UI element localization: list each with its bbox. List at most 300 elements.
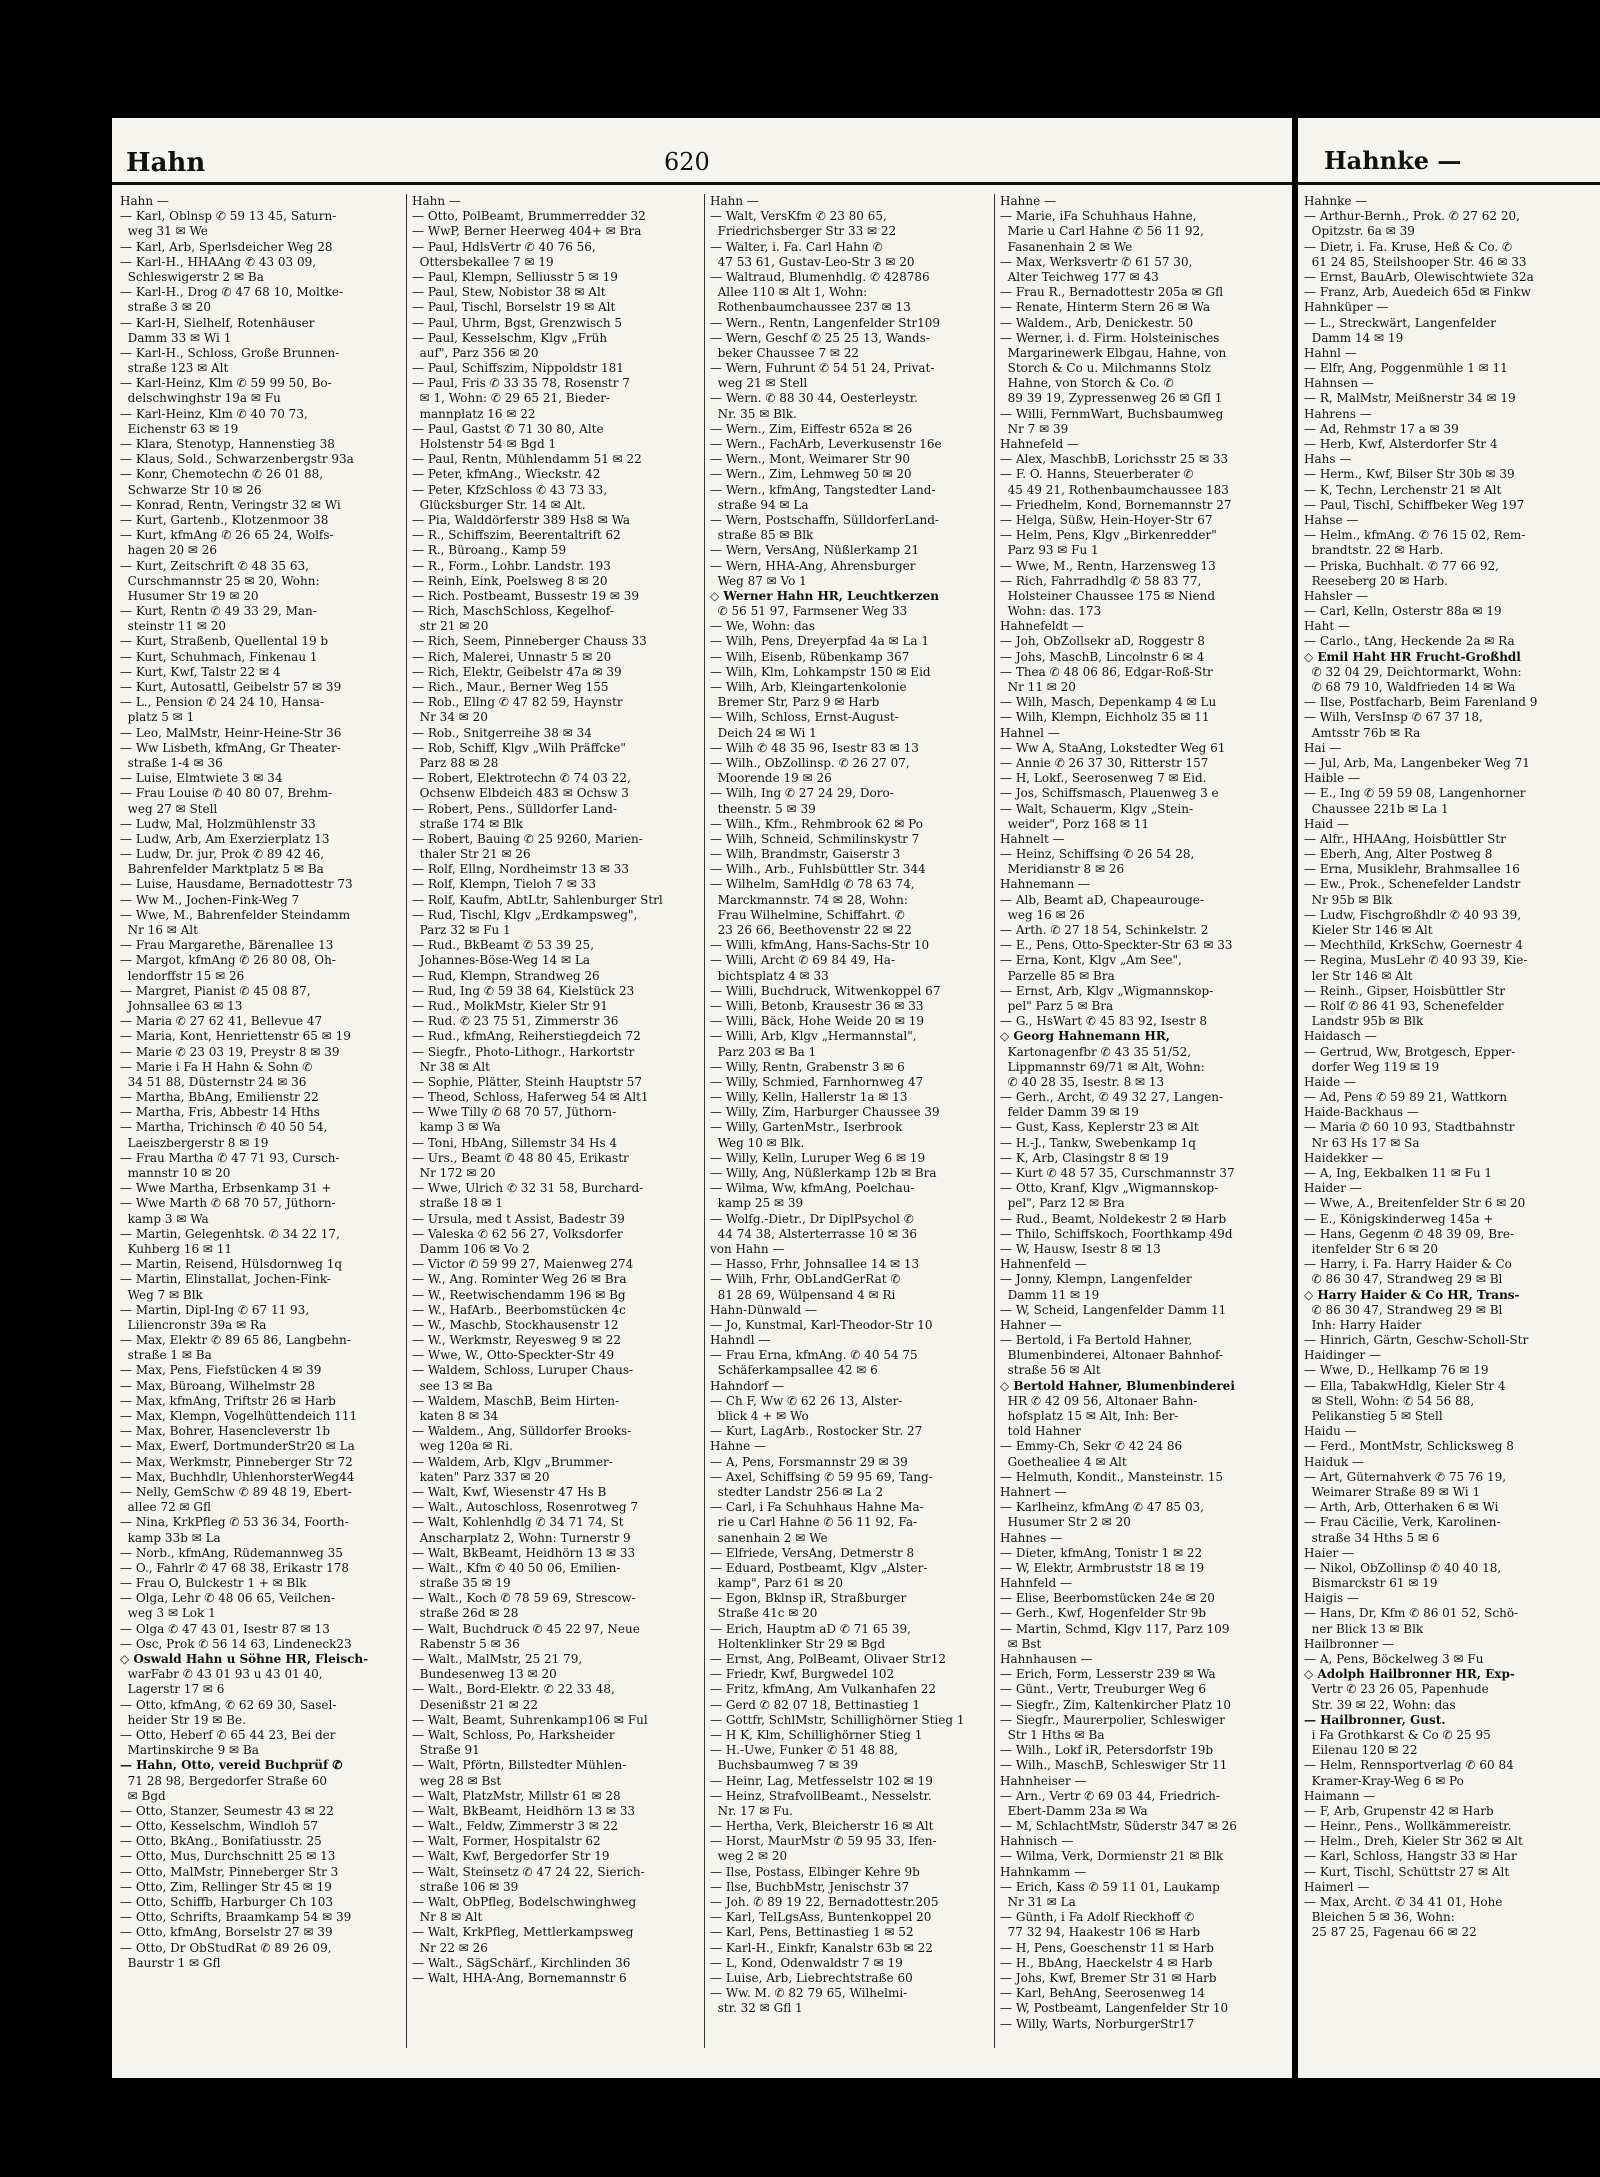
directory-entry-line: Blumenbinderei, Altonaer Bahnhof-: [1000, 1348, 1224, 1363]
directory-entry-line: — Pia, Walddörferstr 389 Hs8 ✉ Wa: [412, 512, 631, 527]
directory-entry-line: — Wern., Mont, Weimarer Str 90: [710, 452, 910, 467]
directory-entry-line: straße 85 ✉ Blk: [710, 528, 814, 543]
directory-entry-line: — Gerh., Kwf, Hogenfelder Str 9b: [1000, 1606, 1207, 1621]
directory-entry-line: — H.-Uwe, Funker ✆ 51 48 88,: [710, 1743, 899, 1758]
directory-entry-line: — W., HafArb., Beerbomstücken 4c: [412, 1302, 626, 1317]
directory-entry-line: — Egon, Bklnsp iR, Straßburger: [710, 1591, 907, 1606]
directory-entry-line: — Wern., kfmAng, Tangstedter Land-: [710, 482, 936, 497]
directory-entry-line: — Joh. ✆ 89 19 22, Bernadottestr.205: [710, 1895, 939, 1909]
directory-entry-line: weg 16 ✉ 26: [1000, 907, 1085, 922]
directory-entry-line: — Helmuth, Kondit., Mansteinstr. 15: [1000, 1469, 1224, 1484]
directory-entry-line: Nr. 17 ✉ Fu.: [710, 1803, 793, 1818]
directory-entry-line: — Walt, Steinsetz ✆ 47 24 22, Sierich-: [412, 1864, 645, 1879]
directory-entry-line: Johnsallee 63 ✉ 13: [120, 998, 243, 1013]
directory-page: [112, 118, 1292, 2078]
directory-entry-line: — Walt, Beamt, Suhrenkamp106 ✉ Ful: [412, 1712, 648, 1727]
directory-entry-line: 34 51 88, Düsternstr 24 ✉ 36: [120, 1074, 307, 1089]
directory-entry-line: — Willi, Bäck, Hohe Weide 20 ✉ 19: [710, 1014, 924, 1029]
directory-entry-line: — Wwe Marth ✆ 68 70 57, Jüthorn-: [120, 1196, 336, 1211]
directory-entry-line: Damm 33 ✉ Wi 1: [120, 330, 232, 345]
directory-entry-line: — Friedhelm, Kond, Bornemannstr 27: [1000, 497, 1232, 512]
directory-entry-line: Schwarze Str 10 ✉ 26: [120, 482, 262, 497]
directory-entry-line: — Art, Güternahverk ✆ 75 76 19,: [1304, 1469, 1507, 1484]
directory-entry-line: Nr 34 ✉ 20: [412, 710, 488, 725]
directory-entry-line: kamp 25 ✉ 39: [710, 1196, 804, 1211]
directory-entry-line: straße 1-4 ✉ 36: [120, 755, 223, 770]
directory-entry-line: i Fa Grothkarst & Co ✆ 25 95: [1304, 1727, 1491, 1742]
directory-entry-line: — Wern., Rentn, Langenfelder Str109: [710, 315, 940, 330]
directory-entry-line: — Max, Bohrer, Hasencleverstr 1b: [120, 1424, 331, 1439]
directory-entry-line: — Renate, Hinterm Stern 26 ✉ Wa: [1000, 300, 1211, 315]
directory-entry-line: Meridianstr 8 ✉ 26: [1000, 862, 1125, 877]
surname-heading: Hahnke —: [1304, 194, 1368, 208]
directory-entry-line: — Reinh., Gipser, Hoisbüttler Str: [1304, 983, 1506, 998]
directory-entry-line: — Ww Lisbeth, kfmAng, Gr Theater-: [120, 740, 341, 755]
directory-entry-line: — Marie, iFa Schuhhaus Hahne,: [1000, 209, 1197, 224]
directory-entry-line: — Werner, i. d. Firm. Holsteinisches: [1000, 330, 1220, 345]
directory-entry-line: katen" Parz 337 ✉ 20: [412, 1469, 550, 1484]
directory-entry-line: — Klara, Stenotyp, Hannenstieg 38: [120, 437, 335, 451]
directory-entry-line: — Helm., Dreh, Kieler Str 362 ✉ Alt: [1304, 1834, 1523, 1849]
running-head: Hahn: [126, 148, 206, 178]
directory-entry-line: — Kurt, Straßenb, Quellental 19 b: [120, 634, 329, 649]
directory-entry-line: — Toni, HbAng, Sillemstr 34 Hs 4: [412, 1135, 618, 1150]
directory-entry-line: — Wilh, Ing ✆ 27 24 29, Doro-: [710, 786, 894, 801]
directory-entry-line: — Ludw, Fischgroßhdlr ✆ 40 93 39,: [1304, 907, 1522, 922]
surname-heading: von Hahn —: [710, 1241, 785, 1256]
directory-entry-line: — Ilse, Postass, Elbinger Kehre 9b: [710, 1864, 920, 1879]
directory-entry-line: — Otto, Schrifts, Braamkamp 54 ✉ 39: [120, 1910, 352, 1925]
directory-entry-line: delschwinghstr 19a ✉ Fu: [120, 391, 281, 406]
directory-entry-line: lendorffstr 15 ✉ 26: [120, 968, 245, 983]
directory-entry-line: — Thilo, Schiffskoch, Foorthkamp 49d: [1000, 1226, 1233, 1241]
directory-entry-line: — Willi, Archt ✆ 69 84 49, Ha-: [710, 953, 896, 968]
directory-entry-line: 61 24 85, Steilshooper Str. 46 ✉ 33: [1304, 254, 1527, 269]
directory-entry-line: — Wilh., Lokf iR, Petersdorfstr 19b: [1000, 1743, 1214, 1758]
directory-entry-line: — Erich, Kass ✆ 59 11 01, Laukamp: [1000, 1879, 1220, 1894]
directory-entry-line: — Paul, Stew, Nobistor 38 ✉ Alt: [412, 285, 606, 300]
directory-entry-line: — Paul, Tischl, Borselstr 19 ✉ Alt: [412, 300, 616, 315]
surname-heading: Hahnenfeld —: [1000, 1257, 1087, 1272]
directory-entry-line: Anscharplatz 2, Wohn: Turnerstr 9: [412, 1530, 631, 1545]
directory-entry-line: — Hasso, Frhr, Johnsallee 14 ✉ 13: [710, 1257, 920, 1272]
column-rule: [704, 194, 705, 2048]
directory-entry-line: — Karl, Arb, Sperlsdeicher Weg 28: [120, 239, 333, 254]
directory-entry-line: — Wern, Geschf ✆ 25 25 13, Wands-: [710, 330, 930, 345]
directory-entry-line: — R., Büroang., Kamp 59: [412, 543, 567, 558]
directory-entry-line: Nr 63 Hs 17 ✉ Sa: [1304, 1135, 1420, 1150]
directory-entry-line: — Karl, Schloss, Hangstr 33 ✉ Har: [1304, 1849, 1517, 1864]
directory-entry-line: Vertr ✆ 23 26 05, Papenhude: [1304, 1682, 1489, 1697]
directory-entry-line: — Frau Erna, kfmAng. ✆ 40 54 75: [710, 1348, 918, 1363]
directory-entry-line: — Leo, MalMstr, Heinr-Heine-Str 36: [120, 725, 342, 740]
directory-entry-line: 89 39 19, Zypressenweg 26 ✉ Gfl 1: [1000, 391, 1223, 406]
directory-entry-line: — Karl-H., Schloss, Große Brunnen-: [120, 345, 340, 360]
directory-entry-line: — Luise, Hausdame, Bernadottestr 73: [120, 877, 353, 892]
directory-entry-line: weg 120a ✉ Ri.: [412, 1439, 513, 1454]
directory-entry-line: — Frau O, Bulckestr 1 + ✉ Blk: [120, 1576, 307, 1591]
surname-heading: Hahnheiser —: [1000, 1773, 1087, 1788]
directory-entry-line: — E., Königskinderweg 145a +: [1304, 1211, 1494, 1226]
directory-entry-line: Alter Teichweg 177 ✉ 43: [1000, 269, 1159, 284]
directory-entry-line: — Maria, Kont, Henriettenstr 65 ✉ 19: [120, 1029, 351, 1044]
directory-entry-line: — Paul, Uhrm, Bgst, Grenzwisch 5: [412, 315, 623, 330]
directory-entry-line: Nr 38 ✉ Alt: [412, 1059, 490, 1074]
directory-entry-line: — Ludw, Arb, Am Exerzierplatz 13: [120, 831, 330, 846]
directory-entry-line: — Otto, Kesselschm, Windloh 57: [120, 1819, 319, 1834]
directory-entry-line: — Ch F, Ww ✆ 62 26 13, Alster-: [710, 1393, 903, 1408]
directory-entry-line: — Waldem., Ang, Sülldorfer Brooks-: [412, 1424, 632, 1439]
directory-entry-line: — Frau Martha ✆ 47 71 93, Cursch-: [120, 1150, 340, 1165]
directory-entry-line: pel" Parz 5 ✉ Bra: [1000, 998, 1114, 1013]
directory-entry-line: — Paul, Gastst ✆ 71 30 80, Alte: [412, 421, 604, 436]
surname-heading: Haidinger —: [1304, 1348, 1382, 1363]
directory-entry-line: — Walt, Kohlenhdlg ✆ 34 71 74, St: [412, 1515, 624, 1530]
directory-entry-line: — Otto, Dr ObStudRat ✆ 89 26 09,: [120, 1940, 332, 1955]
directory-entry-line: kamp 3 ✉ Wa: [120, 1211, 209, 1226]
directory-entry-line: — R., Form., Lohbr. Landstr. 193: [412, 558, 611, 573]
directory-entry-line: — Carl, i Fa Schuhhaus Hahne Ma-: [710, 1500, 924, 1515]
directory-entry-line: — Gerh., Archt, ✆ 49 32 27, Langen-: [1000, 1090, 1224, 1105]
directory-entry-line: — Reinh, Eink, Poelsweg 8 ✉ 20: [412, 573, 608, 588]
surname-heading: Haider —: [1304, 1181, 1362, 1196]
directory-entry-line: Nr. 35 ✉ Blk.: [710, 406, 797, 421]
directory-entry-line: Marckmannstr. 74 ✉ 28, Wohn:: [710, 892, 908, 907]
directory-entry-line: — Victor ✆ 59 99 27, Maienweg 274: [412, 1257, 634, 1272]
directory-entry-line: straße 34 Hths 5 ✉ 6: [1304, 1530, 1440, 1545]
directory-entry-line: — Wilh, Eisenb, Rübenkamp 367: [710, 649, 910, 664]
directory-entry-line: weider", Porz 168 ✉ 11: [1000, 816, 1150, 831]
directory-entry-line: — Wilh, Klm, Lohkampstr 150 ✉ Eid: [710, 664, 931, 679]
directory-entry-line: — Dietr, i. Fa. Kruse, Heß & Co. ✆: [1304, 239, 1513, 254]
directory-entry-line: kamp 33b ✉ La: [120, 1530, 221, 1545]
directory-entry-line: Goethealiee 4 ✉ Alt: [1000, 1454, 1127, 1469]
directory-entry-line: — Jul, Arb, Ma, Langenbeker Weg 71: [1304, 755, 1530, 770]
directory-entry-line: Ebert-Damm 23a ✉ Wa: [1000, 1803, 1148, 1818]
directory-entry-line: — Rud., kfmAng, Reiherstiegdeich 72: [412, 1029, 641, 1044]
surname-heading: Hahrens —: [1304, 406, 1372, 421]
directory-entry-line: — Ww M., Jochen-Fink-Weg 7: [120, 892, 300, 907]
directory-entry-line: — Willy, Warts, NorburgerStr17: [1000, 2016, 1195, 2031]
directory-entry-line: — Erna, Musiklehr, Brahmsallee 16: [1304, 862, 1520, 877]
directory-entry-line: — Gerd ✆ 82 07 18, Bettinastieg 1: [710, 1697, 921, 1712]
directory-entry-line: — Martin, Reisend, Hülsdornweg 1q: [120, 1257, 343, 1272]
directory-entry-line: — Bertold, i Fa Bertold Hahner,: [1000, 1333, 1193, 1348]
directory-entry-line: — R., Schiffszim, Beerentaltrift 62: [412, 528, 621, 543]
directory-entry-line: Marie u Carl Hahne ✆ 56 11 92,: [1000, 224, 1204, 239]
directory-entry-line: — Peter, kfmAng., Wieckstr. 42: [412, 467, 601, 482]
directory-entry-line: — Martin, Schmd, Klgv 117, Parz 109: [1000, 1621, 1230, 1636]
column-rule: [994, 194, 995, 2048]
directory-entry-line: — Wern., Zim, Eiffestr 652a ✉ 26: [710, 421, 913, 436]
directory-entry-line: Weg 7 ✉ Blk: [120, 1287, 203, 1302]
directory-entry-line: ✆ 56 51 97, Farmsener Weg 33: [710, 604, 908, 619]
directory-entry-line: — Alex, MaschbB, Lorichsstr 25 ✉ 33: [1000, 452, 1229, 467]
directory-entry-line: — Walt, BkBeamt, Heidhörn 13 ✉ 33: [412, 1803, 636, 1818]
directory-entry-line: — Wwe, Ulrich ✆ 32 31 58, Burchard-: [412, 1181, 644, 1196]
directory-entry-line: warFabr ✆ 43 01 93 u 43 01 40,: [120, 1667, 323, 1682]
directory-entry-line: — Kurt, Rentn ✆ 49 33 29, Man-: [120, 604, 317, 619]
surname-heading: Hahnel —: [1000, 725, 1060, 740]
directory-entry-line: — Rud, Klempn, Strandweg 26: [412, 968, 600, 983]
directory-entry-line: — Walt, VersKfm ✆ 23 80 65,: [710, 209, 887, 224]
directory-entry-line: — W, Scheid, Langenfelder Damm 11: [1000, 1302, 1227, 1317]
directory-entry-line: ✉ Bst: [1000, 1636, 1042, 1651]
directory-entry-line: — Nelly, GemSchw ✆ 89 48 19, Ebert-: [120, 1484, 352, 1499]
directory-entry-line: — Regina, MusLehr ✆ 40 93 39, Kie-: [1304, 953, 1528, 968]
directory-entry-line: — Wilh, VersInsp ✆ 67 37 18,: [1304, 710, 1483, 725]
directory-entry-line: — Siegfr., Photo-Lithogr., Harkortstr: [412, 1044, 635, 1059]
directory-entry-line: sanenhain 2 ✉ We: [710, 1530, 828, 1545]
directory-entry-line: Bremer Str, Parz 9 ✉ Harb: [710, 695, 880, 710]
directory-entry-line: ◇ Harry Haider & Co HR, Trans-: [1304, 1287, 1520, 1302]
directory-entry-line: ner Blick 13 ✉ Blk: [1304, 1621, 1424, 1636]
surname-heading: Hahnefeldt —: [1000, 619, 1084, 634]
directory-entry-line: pel", Parz 12 ✉ Bra: [1000, 1196, 1125, 1211]
surname-heading: Hahnfeld —: [1000, 1576, 1072, 1591]
directory-entry-line: — Martin, Dipl-Ing ✆ 67 11 93,: [120, 1302, 310, 1317]
directory-entry-line: Liliencronstr 39a ✉ Ra: [120, 1317, 267, 1332]
directory-entry-line: — Siegfr., Maurerpolier, Schleswiger: [1000, 1712, 1225, 1727]
directory-column-4: [1000, 194, 1284, 2032]
directory-entry-line: Str 1 Hths ✉ Ba: [1000, 1727, 1105, 1742]
directory-entry-line: Holstenstr 54 ✉ Bgd 1: [412, 437, 557, 451]
surname-heading: Hahne —: [710, 1439, 766, 1454]
directory-entry-line: ◇ Adolph Hailbronner HR, Exp-: [1304, 1667, 1515, 1682]
directory-entry-line: Moorende 19 ✉ 26: [710, 771, 832, 786]
surname-heading: Haiduk —: [1304, 1454, 1364, 1469]
directory-entry-line: 23 26 66, Beethovenstr 22 ✉ 22: [710, 923, 912, 937]
directory-entry-line: Landstr 95b ✉ Blk: [1304, 1014, 1424, 1029]
directory-entry-line: — We, Wohn: das: [710, 619, 815, 634]
surname-heading: Hahnhausen —: [1000, 1652, 1093, 1666]
directory-entry-line: — Rob., Ellng ✆ 47 82 59, Haynstr: [412, 695, 623, 710]
directory-entry-line: — Peter, KfzSchloss ✆ 43 73 33,: [412, 482, 608, 497]
directory-entry-line: — Robert, Bauing ✆ 25 9260, Marien-: [412, 831, 643, 846]
directory-entry-line: — Ad, Rehmstr 17 a ✉ 39: [1304, 421, 1459, 436]
directory-entry-line: — L., Streckwärt, Langenfelder: [1304, 315, 1496, 330]
directory-entry-line: — Rud., BkBeamt ✆ 53 39 25,: [412, 938, 595, 953]
directory-entry-line: felder Damm 39 ✉ 19: [1000, 1105, 1139, 1120]
directory-entry-line: brandtstr. 22 ✉ Harb.: [1304, 543, 1444, 558]
directory-entry-line: — Max, Archt. ✆ 34 41 01, Hohe: [1304, 1895, 1503, 1909]
directory-entry-line: — Helm, Rennsportverlag ✆ 60 84: [1304, 1758, 1514, 1773]
directory-entry-line: Opitzstr. 6a ✉ 39: [1304, 224, 1415, 239]
directory-entry-line: straße 1 ✉ Ba: [120, 1348, 212, 1363]
directory-entry-line: — Arth. ✆ 27 18 54, Schinkelstr. 2: [1000, 923, 1209, 937]
directory-entry-line: — Sophie, Plätter, Steinh Hauptstr 57: [412, 1074, 643, 1089]
directory-entry-line: Nr 11 ✉ 20: [1000, 680, 1076, 694]
directory-entry-line: — Dieter, kfmAng, Tonistr 1 ✉ 22: [1000, 1545, 1203, 1560]
directory-entry-line: Deich 24 ✉ Wi 1: [710, 725, 817, 740]
directory-entry-line: Kramer-Kray-Weg 6 ✉ Po: [1304, 1773, 1464, 1788]
surname-heading: Hahn —: [710, 194, 759, 208]
directory-entry-line: Weg 87 ✉ Vo 1: [710, 573, 807, 588]
directory-column-1: [120, 194, 404, 1971]
directory-entry-line: — Eberh, Ang, Alter Postweg 8: [1304, 847, 1493, 862]
directory-entry-line: — Paul, Tischl, Schiffbeker Weg 197: [1304, 497, 1525, 512]
directory-entry-line: — W., Reetwischendamm 196 ✉ Bg: [412, 1287, 626, 1302]
directory-entry-line: — Rolf, Kaufm, AbtLtr, Sahlenburger Strl: [412, 892, 663, 907]
directory-entry-line: Ottersbekallee 7 ✉ 19: [412, 254, 554, 269]
directory-entry-line: — Rud., Beamt, Noldekestr 2 ✉ Harb: [1000, 1211, 1227, 1226]
directory-entry-line: ✆ 68 79 10, Waldfrieden 14 ✉ Wa: [1304, 680, 1516, 694]
directory-entry-line: steinstr 11 ✉ 20: [120, 619, 227, 634]
directory-entry-line: — Ww A, StaAng, Lokstedter Weg 61: [1000, 740, 1226, 755]
directory-entry-line: — Walt., MalMstr, 25 21 79,: [412, 1652, 583, 1666]
directory-entry-line: Hahne, von Storch & Co. ✆: [1000, 376, 1174, 391]
directory-entry-line: Ochsenw Elbdeich 483 ✉ Ochsw 3: [412, 786, 629, 801]
directory-entry-line: — Rich, Fahrradhdlg ✆ 58 83 77,: [1000, 573, 1202, 588]
directory-entry-line: Parzelle 85 ✉ Bra: [1000, 968, 1115, 983]
directory-entry-line: Parz 32 ✉ Fu 1: [412, 923, 511, 937]
directory-entry-line: see 13 ✉ Ba: [412, 1378, 493, 1393]
directory-entry-line: — Heinz, StrafvollBeamt., Nesselstr.: [710, 1788, 932, 1803]
directory-entry-line: Damm 11 ✉ 19: [1000, 1287, 1100, 1302]
directory-entry-line: — Theod, Schloss, Haferweg 54 ✉ Alt1: [412, 1090, 649, 1105]
directory-entry-line: — Max, Werkmstr, Pinneberger Str 72: [120, 1454, 353, 1469]
directory-entry-line: — Wwe, M., Bahrenfelder Steindamm: [120, 907, 351, 922]
directory-entry-line: — Max, Buchhdlr, UhlenhorsterWeg44: [120, 1469, 355, 1484]
directory-entry-line: heider Str 19 ✉ Be.: [120, 1712, 246, 1727]
directory-entry-line: — Waldem, Arb, Klgv „Brummer-: [412, 1454, 613, 1469]
directory-entry-line: — Heinr., Pens., Wollkämmereistr.: [1304, 1819, 1512, 1834]
directory-entry-line: — Johs, Kwf, Bremer Str 31 ✉ Harb: [1000, 1970, 1217, 1985]
directory-entry-line: — K, Arb, Clasingstr 8 ✉ 19: [1000, 1150, 1169, 1165]
directory-entry-line: Allee 110 ✉ Alt 1, Wohn:: [710, 285, 868, 300]
surname-heading: Hahsler —: [1304, 588, 1368, 603]
directory-entry-line: — Max, Werksvertr ✆ 61 57 30,: [1000, 254, 1193, 269]
directory-entry-line: — Wilh., Arb., Fuhlsbüttler Str. 344: [710, 862, 926, 877]
directory-entry-line: — Kurt ✆ 48 57 35, Curschmannstr 37: [1000, 1166, 1235, 1180]
directory-entry-line: stedter Landstr 256 ✉ La 2: [710, 1484, 884, 1499]
directory-entry-line: — Rud, Ing ✆ 59 38 64, Kielstück 23: [412, 983, 635, 998]
directory-entry-line: — Friedr, Kwf, Burgwedel 102: [710, 1667, 895, 1682]
surname-heading: Hahnl —: [1304, 345, 1357, 360]
directory-entry-line: Lagerstr 17 ✉ 6: [120, 1682, 225, 1697]
directory-entry-line: — M, SchlachtMstr, Süderstr 347 ✉ 26: [1000, 1819, 1237, 1834]
directory-entry-line: — Jonny, Klempn, Langenfelder: [1000, 1272, 1192, 1287]
directory-entry-line: Nr 22 ✉ 26: [412, 1940, 488, 1955]
directory-entry-line: — W, Postbeamt, Langenfelder Str 10: [1000, 2001, 1229, 2016]
directory-entry-line: — Carl, Kelln, Osterstr 88a ✉ 19: [1304, 604, 1502, 619]
directory-entry-line: weg 21 ✉ Stell: [710, 376, 808, 391]
directory-entry-line: — Walt., SägSchärf., Kirchlinden 36: [412, 1955, 631, 1970]
directory-entry-line: ◇ Werner Hahn HR, Leuchtkerzen: [710, 588, 939, 603]
directory-entry-line: — Gertrud, Ww, Brotgesch, Epper-: [1304, 1044, 1516, 1059]
directory-entry-line: — Helga, Süßw, Hein-Hoyer-Str 67: [1000, 512, 1213, 527]
directory-entry-line: — Harry, i. Fa. Harry Haider & Co: [1304, 1257, 1512, 1272]
directory-entry-line: — Karl-Heinz, Klm ✆ 59 99 50, Bo-: [120, 376, 332, 391]
directory-entry-line: itenfelder Str 6 ✉ 20: [1304, 1241, 1439, 1256]
directory-entry-line: — Martha, Trichinsch ✆ 40 50 54,: [120, 1120, 328, 1135]
directory-entry-line: — Willy, Kelln, Hallerstr 1a ✉ 13: [710, 1090, 908, 1105]
directory-entry-line: — Marie i Fa H Hahn & Sohn ✆: [120, 1059, 313, 1074]
directory-entry-line: — Karl-H., HHAAng ✆ 43 03 09,: [120, 254, 317, 269]
directory-entry-line: — Otto, PolBeamt, Brummerredder 32: [412, 209, 646, 224]
directory-entry-line: — H K, Klm, Schillighörner Stieg 1: [710, 1727, 923, 1742]
directory-entry-line: kamp", Parz 61 ✉ 20: [710, 1576, 844, 1591]
directory-entry-line: blick 4 + ✉ Wo: [710, 1409, 809, 1423]
directory-entry-line: — Kurt, kfmAng ✆ 26 65 24, Wolfs-: [120, 528, 334, 543]
directory-entry-line: — WwP, Berner Heerweg 404+ ✉ Bra: [412, 224, 642, 239]
directory-entry-line: str 21 ✉ 20: [412, 619, 489, 634]
directory-entry-line: — Kurt, Autosattl, Geibelstr 57 ✉ 39: [120, 680, 342, 694]
directory-entry-line: — Wwe Martha, Erbsenkamp 31 +: [120, 1181, 332, 1196]
directory-entry-line: HR ✆ 42 09 56, Altonaer Bahn-: [1000, 1393, 1198, 1408]
directory-entry-line: Chaussee 221b ✉ La 1: [1304, 801, 1449, 816]
directory-entry-line: weg 3 ✉ Lok 1: [120, 1606, 216, 1621]
directory-entry-line: — Horst, MaurMstr ✆ 59 95 33, Ifen-: [710, 1834, 937, 1849]
directory-entry-line: — Mechthild, KrkSchw, Goernestr 4: [1304, 938, 1523, 953]
directory-entry-line: Glücksburger Str. 14 ✉ Alt.: [412, 497, 586, 512]
directory-entry-line: — Elfr, Ang, Poggenmühle 1 ✉ 11: [1304, 361, 1508, 376]
directory-column-2: [412, 194, 696, 1986]
surname-heading: Haimerl —: [1304, 1879, 1370, 1894]
directory-entry-line: — Maria ✆ 27 62 41, Bellevue 47: [120, 1014, 323, 1029]
directory-entry-line: — Walter, i. Fa. Carl Hahn ✆: [710, 239, 883, 254]
directory-entry-line: — Günt., Vertr, Treuburger Weg 6: [1000, 1682, 1207, 1697]
directory-entry-line: — Jos, Schiffsmasch, Plauenweg 3 e: [1000, 786, 1219, 801]
directory-entry-line: Johannes-Böse-Weg 14 ✉ La: [412, 953, 591, 968]
directory-entry-line: — Walt., Koch ✆ 78 59 69, Strescow-: [412, 1591, 636, 1606]
directory-entry-line: — Norb., kfmAng, Rüdemannweg 35: [120, 1545, 343, 1560]
directory-entry-line: 47 53 61, Gustav-Leo-Str 3 ✉ 20: [710, 254, 915, 269]
directory-entry-line: — Ernst, BauArb, Olewischtwiete 32a: [1304, 269, 1534, 284]
directory-entry-line: — Wern, Postschaffn, SülldorferLand-: [710, 512, 939, 527]
directory-entry-line: — Johs, MaschB, Lincolnstr 6 ✉ 4: [1000, 649, 1205, 664]
directory-entry-line: — Karl-Heinz, Klm ✆ 40 70 73,: [120, 406, 308, 421]
directory-entry-line: — E., Pens, Otto-Speckter-Str 63 ✉ 33: [1000, 938, 1233, 953]
directory-entry-line: — Rich, Seem, Pinneberger Chauss 33: [412, 634, 647, 649]
directory-entry-line: Lippmannstr 69/71 ✉ Alt, Wohn:: [1000, 1059, 1205, 1074]
facing-page-header: [1298, 142, 1600, 185]
directory-entry-line: — Rich., Maur., Berner Weg 155: [412, 680, 609, 694]
directory-entry-line: — Wilh., ObZollinsp. ✆ 26 27 07,: [710, 755, 910, 770]
directory-entry-line: Martinskirche 9 ✉ Ba: [120, 1743, 259, 1758]
directory-entry-line: Kieler Str 146 ✉ Alt: [1304, 923, 1433, 937]
page-number: 620: [664, 148, 710, 176]
surname-heading: Hahnelt —: [1000, 831, 1065, 846]
directory-column-3: [710, 194, 994, 2017]
directory-entry-line: Nr 16 ✉ Alt: [120, 923, 198, 937]
directory-entry-line: — L, Kond, Odenwaldstr 7 ✉ 19: [710, 1955, 903, 1970]
directory-entry-line: 77 32 94, Haakestr 106 ✉ Harb: [1000, 1925, 1200, 1940]
directory-entry-line: — Hahn, Otto, vereid Buchprüf ✆: [120, 1758, 343, 1773]
surname-heading: Haimann —: [1304, 1788, 1376, 1803]
directory-entry-line: — Kurt, Tischl, Schüttstr 27 ✉ Alt: [1304, 1864, 1510, 1879]
surname-heading: Haid —: [1304, 816, 1349, 831]
directory-entry-line: — Otto, Mus, Durchschnitt 25 ✉ 13: [120, 1849, 336, 1864]
surname-heading: Haide-Backhaus —: [1304, 1105, 1419, 1120]
directory-entry-line: — Hertha, Verk, Bleicherstr 16 ✉ Alt: [710, 1819, 934, 1834]
directory-entry-line: platz 5 ✉ 1: [120, 710, 195, 725]
directory-entry-line: ✉ Bgd: [120, 1788, 166, 1803]
directory-entry-line: — Rud, Tischl, Klgv „Erdkampsweg",: [412, 907, 638, 922]
directory-entry-line: — Elise, Beerbomstücken 24e ✉ 20: [1000, 1591, 1215, 1606]
directory-entry-line: ler Str 146 ✉ Alt: [1304, 968, 1413, 983]
directory-entry-line: — Erich, Form, Lesserstr 239 ✉ Wa: [1000, 1667, 1216, 1682]
surname-heading: Haidekker —: [1304, 1150, 1384, 1165]
directory-entry-line: — Karl-H, Sielhelf, Rotenhäuser: [120, 315, 315, 330]
directory-entry-line: — W., Maschb, Stockhausenstr 12: [412, 1317, 619, 1332]
directory-entry-line: Eilenau 120 ✉ 22: [1304, 1743, 1418, 1758]
directory-entry-line: ✉ 1, Wohn: ✆ 29 65 21, Bieder-: [412, 391, 611, 406]
directory-entry-line: — A, Pens, Forsmannstr 29 ✉ 39: [710, 1454, 908, 1469]
directory-entry-line: — Gust, Kass, Keplerstr 23 ✉ Alt: [1000, 1120, 1199, 1135]
directory-entry-line: — Wilhelm, SamHdlg ✆ 78 63 74,: [710, 877, 915, 892]
surname-heading: Haier —: [1304, 1545, 1355, 1560]
